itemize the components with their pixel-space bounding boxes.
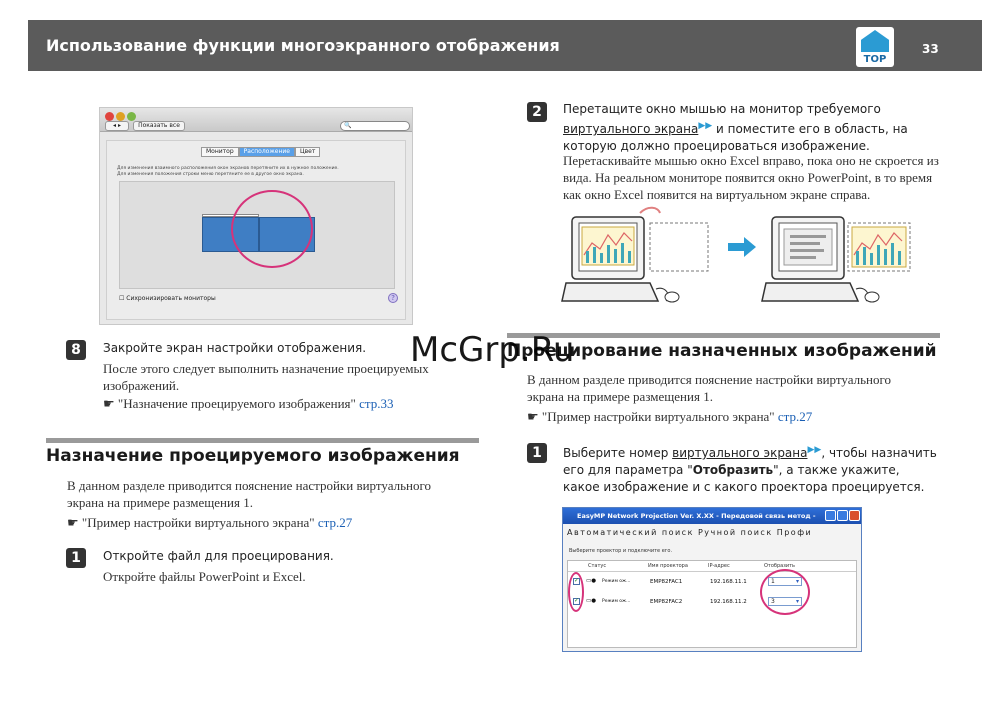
step-number: 8 — [66, 340, 86, 360]
link-arrow-icon: ▶▶ — [807, 445, 822, 455]
maximize-icon — [837, 510, 848, 521]
highlight-ellipse — [231, 190, 313, 268]
easymp-screenshot — [562, 507, 862, 652]
laptop-left-icon — [562, 217, 679, 302]
close-dot-icon — [105, 112, 114, 121]
step-number: 2 — [527, 102, 547, 122]
page-number: 33 — [922, 42, 939, 56]
section-rule — [46, 438, 479, 443]
section-heading: Проецирование назначенных изображений — [507, 341, 937, 361]
top-home-icon[interactable]: TOP — [856, 27, 894, 67]
reference: ☛ "Назначение проецируемого изображения" стр.33 — [103, 396, 394, 411]
section-intro: В данном разделе приводится пояснение настройки виртуального экрана на примере размещения 1. — [67, 478, 431, 510]
mirror-checkbox: ☐ Сихронизировать мониторы — [119, 295, 216, 302]
display-settings-screenshot — [99, 107, 413, 325]
page-link[interactable]: стр.27 — [777, 409, 813, 424]
hand-pointer-icon: ☛ — [527, 409, 539, 424]
section-intro: В данном разделе приводится пояснение настройки виртуального экрана на примере размещения 1. — [527, 372, 891, 404]
watermark: McGrp.Ru — [410, 330, 575, 370]
virtual-screen-empty — [650, 223, 708, 271]
display-tabs: Монитор Расположение Цвет — [201, 147, 320, 157]
step-title: Откройте файл для проецирования. — [103, 549, 334, 563]
step-title: Выберите номер виртуального экрана▶▶, чтобы назначить его для параметра "Отобразить", а также укажите, какое изображение и с какого проектора проецируется. — [563, 445, 937, 494]
nav-arrows-icon: ◂ ▸ — [105, 121, 129, 131]
page-link[interactable]: стр.27 — [317, 515, 353, 530]
arrangement-area — [119, 181, 395, 289]
hand-pointer-icon: ☛ — [103, 396, 115, 411]
close-icon — [849, 510, 860, 521]
hand-pointer-icon: ☛ — [67, 515, 79, 530]
select-highlight — [760, 569, 810, 615]
reference: ☛ "Пример настройки виртуального экрана" стр.27 — [527, 409, 813, 424]
step-title: Перетащите окно мышью на монитор требуемого виртуального экрана▶▶ и поместите его в область, на которую должно проецироваться изображение. — [563, 102, 908, 153]
laptop-illustration — [560, 205, 940, 305]
step-number: 1 — [66, 548, 86, 568]
display-select: 3 ▾ — [768, 597, 802, 606]
row-checkbox: ✓ — [574, 598, 580, 604]
link-arrow-icon: ▶▶ — [698, 121, 713, 131]
step-text: После этого следует выполнить назначение проецируемых изображений. — [103, 361, 429, 393]
page-link[interactable]: стр.33 — [359, 396, 394, 411]
arrangement-note: Для изменения взаимного расположения окон экранов перетяните их в нужное положение. Для изменения положения строки меню перетяните ее в другое окно экрана. — [117, 166, 339, 177]
show-all-button: Показать все — [133, 121, 185, 131]
search-icon: 🔍 — [340, 121, 410, 131]
step-text: Перетаскивайте мышью окно Excel вправо, пока оно не скроется из вида. На реальном мониторе появится окно PowerPoint, в то время как окно Excel появится на виртуальном экране справа. — [563, 153, 939, 202]
right-arrow-icon — [728, 237, 756, 257]
projector-table: Статус Имя проектора IP-адрес Отобразить ✓ ▭● Режим ож... EMP82FAC1 192.168.11.1 1 ▾ ✓ ▭● Режим ож... EMP82FAC2 192.168.11.2 3 ▾ — [567, 560, 857, 648]
step-text: Откройте файлы PowerPoint и Excel. — [103, 569, 306, 584]
window-title: EasyMP Network Projection Ver. X.XX - Передовой связь метод - — [563, 508, 861, 524]
reference: ☛ "Пример настройки виртуального экрана" стр.27 — [67, 515, 353, 530]
minimize-icon — [825, 510, 836, 521]
step-number: 1 — [527, 443, 547, 463]
checkbox-highlight — [568, 572, 584, 612]
page-title: Использование функции многоэкранного отображения — [46, 36, 560, 55]
projector-icon: ▭● — [586, 578, 596, 584]
zoom-dot-icon — [127, 112, 136, 121]
section-heading: Назначение проецируемого изображения — [46, 446, 460, 466]
toolbar: Автоматический поиск Ручной поиск Профи — [567, 528, 813, 537]
display-select: 1 ▾ — [768, 577, 802, 586]
step-title: Закройте экран настройки отображения. — [103, 341, 367, 355]
help-icon: ? — [388, 293, 398, 303]
instruction-text: Выберите проектор и подключите его. — [569, 548, 673, 554]
row-checkbox: ✓ — [574, 578, 580, 584]
projector-icon: ▭● — [586, 598, 596, 604]
minimize-dot-icon — [116, 112, 125, 121]
